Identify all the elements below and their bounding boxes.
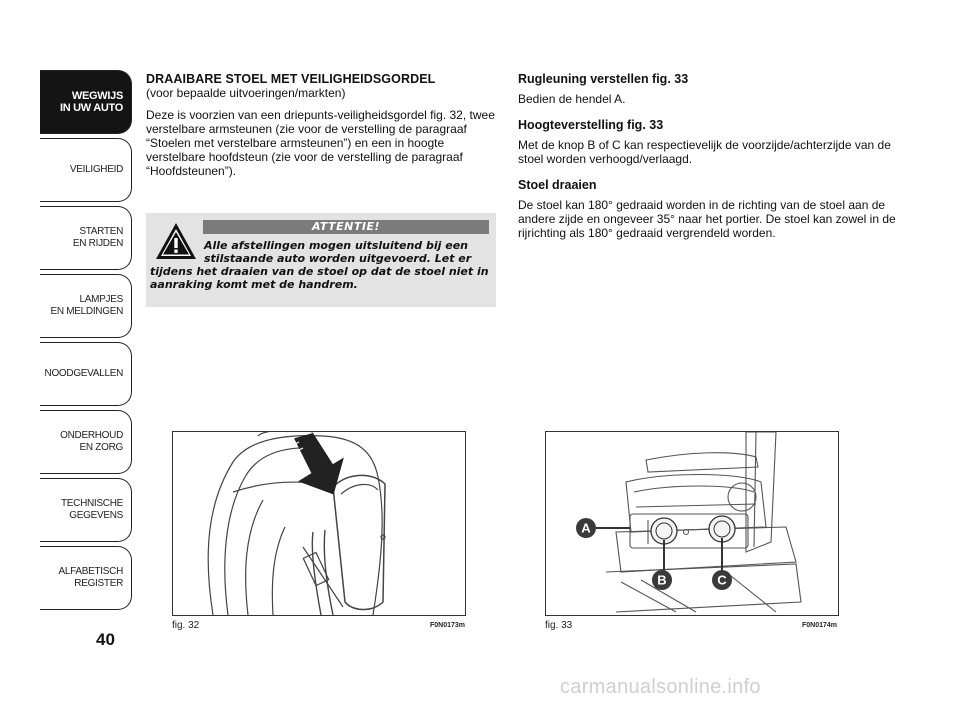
attention-line-1: Alle afstellingen mogen uitsluitend bij een <box>204 239 468 252</box>
label-c-text: C <box>717 572 727 588</box>
tab-onderhoud[interactable] <box>40 410 132 474</box>
attention-text <box>150 239 492 291</box>
tab-label: VEILIGHEID <box>69 164 123 175</box>
section-heading: Hoogteverstelling fig. 33 <box>518 118 664 132</box>
left-column <box>146 72 496 178</box>
section-rugleuning <box>518 72 898 106</box>
section-heading: Rugleuning verstellen fig. 33 <box>518 72 689 86</box>
tab-label: ONDERHOUD EN ZORG <box>60 430 123 453</box>
section-title: DRAAIBARE STOEL MET VEILIGHEIDSGORDEL <box>146 72 436 86</box>
seat-belt-illustration <box>173 432 465 615</box>
attention-rest: tijdens het draaien van de stoel op dat de stoel niet in aanraking komt met de handrem. <box>150 265 489 291</box>
tab-veiligheid[interactable] <box>40 138 132 202</box>
tab-label: ALFABETISCH REGISTER <box>58 566 123 589</box>
figure-33 <box>545 431 839 616</box>
section-body: Deze is voorzien van een driepunts-veiligheidsgordel fig. 32, twee verstelbare armsteunen (zie voor de verstelling de paragraaf “Stoelen met verstelbare armsteunen”) en een in hoogte verstelbare hoofdsteun (zie voor de verstelling de paragraaf “Hoofdsteunen”). <box>146 108 495 178</box>
section-text: De stoel kan 180° gedraaid worden in de richting van de stoel aan de andere zijde en ongeveer 35° naar het portier. De stoel kan zowel in de rijrichting als 180° gedraaid vergrendeld worden. <box>518 198 896 240</box>
tab-label: WEGWIJS IN UW AUTO <box>60 90 123 114</box>
attention-box <box>146 213 496 307</box>
tab-noodgevallen[interactable] <box>40 342 132 406</box>
figure-32 <box>172 431 466 616</box>
tab-lampjes[interactable] <box>40 274 132 338</box>
label-a-text: A <box>581 520 591 536</box>
section-draaien <box>518 178 898 240</box>
figure-33-code: F0N0174m <box>802 622 838 629</box>
watermark: carmanualsonline.info <box>560 676 761 698</box>
attention-line-2: stilstaande auto worden uitgevoerd. Let er <box>204 252 472 265</box>
tab-technische[interactable] <box>40 478 132 542</box>
section-text: Bedien de hendel A. <box>518 92 626 106</box>
section-subtitle: (voor bepaalde uitvoeringen/markten) <box>146 86 346 100</box>
figure-32-code: F0N0173m <box>430 622 466 629</box>
figure-32-caption: fig. 32 <box>172 620 200 631</box>
tab-label: NOODGEVALLEN <box>44 368 123 379</box>
tab-label: LAMPJES EN MELDINGEN <box>50 294 123 317</box>
tab-label: STARTEN EN RIJDEN <box>72 226 123 249</box>
tab-label: TECHNISCHE GEGEVENS <box>60 498 123 521</box>
tab-starten[interactable] <box>40 206 132 270</box>
label-c <box>712 570 732 590</box>
section-hoogte <box>518 118 898 166</box>
attention-title: ATTENTIE! <box>203 220 489 234</box>
seat-controls-illustration <box>546 432 838 615</box>
figure-33-caption: fig. 33 <box>545 620 573 631</box>
section-heading: Stoel draaien <box>518 178 597 192</box>
section-text: Met de knop B of C kan respectievelijk de voorzijde/achterzijde van de stoel worden verhoogd/verlaagd. <box>518 138 891 166</box>
tab-alfabetisch[interactable] <box>40 546 132 610</box>
label-b <box>652 570 672 590</box>
label-a <box>576 518 596 538</box>
sidebar-nav <box>40 70 132 614</box>
right-column <box>518 72 898 252</box>
tab-wegwijs[interactable] <box>40 70 132 134</box>
page-number: 40 <box>96 630 115 649</box>
label-b-text: B <box>657 572 667 588</box>
